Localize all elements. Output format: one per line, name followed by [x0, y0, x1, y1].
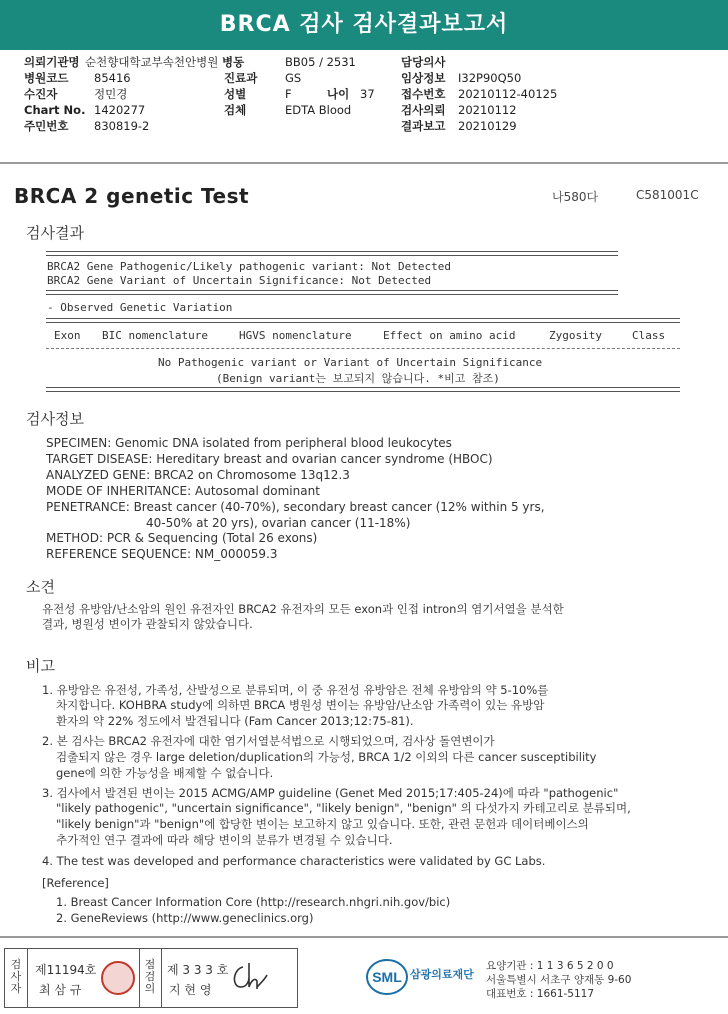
info-target-disease: TARGET DISEASE: Hereditary breast and ovarian cancer syndrome (HBOC): [46, 452, 493, 466]
header-divider: [0, 162, 728, 164]
col-class: Class: [632, 329, 666, 342]
remark-1-line-2: 차지합니다. KOHBRA study에 의하면 BRCA 병원성 변이는 유방암/난소암 가족력이 있는 유방암: [56, 698, 545, 712]
lab-phone: 대표번호 : 1661-5117: [486, 988, 595, 1000]
test-code-1: 나580다: [552, 190, 599, 204]
remark-1-line-3: 환자의 약 22% 정도에서 발견됩니다 (Fam Cancer 2013;12:75-81).: [56, 714, 414, 728]
test-code-2: C581001C: [636, 188, 699, 202]
clinical-value: I32P90Q50: [458, 71, 522, 85]
col-effect: Effect on amino acid: [383, 329, 516, 342]
dept-value: GS: [285, 71, 302, 85]
receipt-label: 접수번호: [401, 87, 446, 101]
specimen-label: 검체: [224, 103, 247, 117]
table-header-rule: [46, 348, 680, 349]
lab-name: 삼광의료재단: [410, 968, 474, 981]
info-analyzed-gene: ANALYZED GENE: BRCA2 on Chromosome 13q12.3: [46, 468, 350, 482]
remark-2-line-3: gene에 의한 가능성을 배제할 수 없습니다.: [56, 766, 274, 780]
reference-1: 1. Breast Cancer Information Core (http://research.nhgri.nih.gov/bic): [56, 895, 451, 909]
result-section-title: 검사결과: [26, 224, 84, 242]
col-zygosity: Zygosity: [549, 329, 602, 342]
clinical-label: 임상정보: [401, 71, 446, 85]
info-inheritance: MODE OF INHERITANCE: Autosomal dominant: [46, 484, 320, 498]
opinion-section-title: 소견: [26, 578, 55, 596]
result-line-1: BRCA2 Gene Pathogenic/Likely pathogenic variant: Not Detected: [47, 260, 451, 273]
remark-3-line-3: "likely benign"과 "benign"에 합당한 변이는 보고하지 않고 있습니다. 또한, 관련 문헌과 데이터베이스의: [56, 817, 589, 831]
lab-address: 서울특별시 서초구 양재동 9-60: [486, 974, 632, 986]
doctor-label: 담당의사: [401, 55, 446, 69]
tester-name: 최 삼 규: [39, 983, 82, 997]
remark-2-line-2: 검출되지 않은 경우 large deletion/duplication의 가능성, BRCA 1/2 이외의 다른 cancer susceptibility: [56, 750, 597, 764]
checker-name: 지 현 영: [169, 983, 212, 997]
no-variant-line-2: (Benign variant는 보고되지 않습니다. *비고 참조): [216, 372, 500, 385]
sex-label: 성별: [224, 87, 247, 101]
col-hgvs: HGVS nomenclature: [239, 329, 352, 342]
signature-box: [4, 948, 298, 1008]
request-date-value: 20210112: [458, 103, 517, 117]
lab-institution-code: 요양기관 : 1 1 3 6 5 2 0 0: [486, 960, 614, 972]
rrn-value: 830819-2: [94, 119, 150, 133]
no-variant-line-1: No Pathogenic variant or Variant of Uncertain Significance: [158, 356, 543, 369]
remark-3-line-2: "likely pathogenic", "uncertain significance", "likely benign", "benign" 의 다섯가지 카테고리로 분류되며,: [56, 801, 631, 815]
opinion-line-1: 유전성 유방암/난소암의 원인 유전자인 BRCA2 유전자의 모든 exon과 인접 intron의 염기서열을 분석한: [42, 602, 564, 616]
tester-label: 검사자: [10, 958, 22, 995]
col-bic: BIC nomenclature: [102, 329, 208, 342]
table-bottom-rule: [46, 387, 680, 392]
patient-name-label: 수진자: [24, 87, 58, 101]
signature-icon: [227, 957, 271, 997]
hospital-value: 순천향대학교부속천안병원: [85, 55, 219, 69]
col-exon: Exon: [54, 329, 81, 342]
sex-value: F: [285, 87, 292, 101]
ward-value: BB05 / 2531: [285, 55, 356, 69]
patient-name-value: 정민경: [94, 87, 128, 101]
result-line-2: BRCA2 Gene Variant of Uncertain Significance: Not Detected: [47, 274, 432, 287]
rrn-label: 주민번호: [24, 119, 69, 133]
checker-license-no: 제 3 3 3 호: [167, 963, 229, 977]
remark-3-line-1: 3. 검사에서 발견된 변이는 2015 ACMG/AMP guideline (Genet Med 2015;17:405-24)에 따라 "pathogenic": [42, 786, 619, 800]
opinion-line-2: 결과, 병원성 변이가 관찰되지 않았습니다.: [42, 617, 253, 631]
chart-no-label: Chart No.: [24, 103, 86, 117]
test-title: BRCA 2 genetic Test: [14, 184, 250, 208]
tester-seal-icon: [101, 961, 135, 995]
info-penetrance-cont: 40-50% at 20 yrs), ovarian cancer (11-18%): [146, 516, 411, 530]
sml-logo-icon: [366, 958, 408, 996]
table-top-rule: [46, 318, 680, 323]
tester-divider: [27, 949, 28, 1007]
report-date-value: 20210129: [458, 119, 517, 133]
info-specimen: SPECIMEN: Genomic DNA isolated from peripheral blood leukocytes: [46, 436, 452, 450]
receipt-value: 20210112-40125: [458, 87, 558, 101]
info-section-title: 검사정보: [26, 410, 84, 428]
sml-logo-text: SML: [372, 969, 402, 985]
hospcode-label: 병원코드: [24, 71, 69, 85]
result-top-rule: [46, 251, 618, 256]
remark-2-line-1: 2. 본 검사는 BRCA2 유전자에 대한 염기서열분석법으로 시행되었으며, 검사상 돌연변이가: [42, 734, 495, 748]
hospital-label: 의뢰기관명: [24, 55, 80, 69]
remark-4: 4. The test was developed and performance characteristics were validated by GC Labs.: [42, 854, 546, 868]
patient-header: [24, 54, 714, 134]
chart-no-value: 1420277: [94, 103, 146, 117]
checker-divider-left: [139, 949, 140, 1007]
remark-3-line-4: 추가적인 연구 결과에 따라 해당 변이의 분류가 변경될 수 있습니다.: [56, 833, 393, 847]
request-date-label: 검사의뢰: [401, 103, 446, 117]
specimen-value: EDTA Blood: [285, 103, 352, 117]
age-label: 나이: [327, 87, 350, 101]
checker-divider: [161, 949, 162, 1007]
hospcode-value: 85416: [94, 71, 131, 85]
footer-divider: [0, 936, 728, 938]
result-mid-rule: [46, 290, 618, 295]
tester-license-no: 제11194호: [35, 963, 97, 977]
report-title: BRCA 검사 검사결과보고서: [0, 0, 728, 50]
info-penetrance: PENETRANCE: Breast cancer (40-70%), secondary breast cancer (12% within 5 yrs,: [46, 500, 545, 514]
remark-1-line-1: 1. 유방암은 유전성, 가족성, 산발성으로 분류되며, 이 중 유전성 유방암은 전체 유방암의 약 5-10%를: [42, 683, 549, 697]
report-date-label: 결과보고: [401, 119, 446, 133]
age-value: 37: [360, 87, 375, 101]
observed-variation-label: - Observed Genetic Variation: [47, 301, 233, 314]
remarks-section-title: 비고: [26, 657, 55, 675]
reference-label: [Reference]: [42, 876, 109, 890]
checker-label: 점검의: [144, 958, 156, 995]
ward-label: 병동: [222, 55, 245, 69]
info-method: METHOD: PCR & Sequencing (Total 26 exons): [46, 531, 318, 545]
info-refseq: REFERENCE SEQUENCE: NM_000059.3: [46, 547, 278, 561]
dept-label: 진료과: [224, 71, 258, 85]
reference-2: 2. GeneReviews (http://www.geneclinics.org): [56, 911, 314, 925]
